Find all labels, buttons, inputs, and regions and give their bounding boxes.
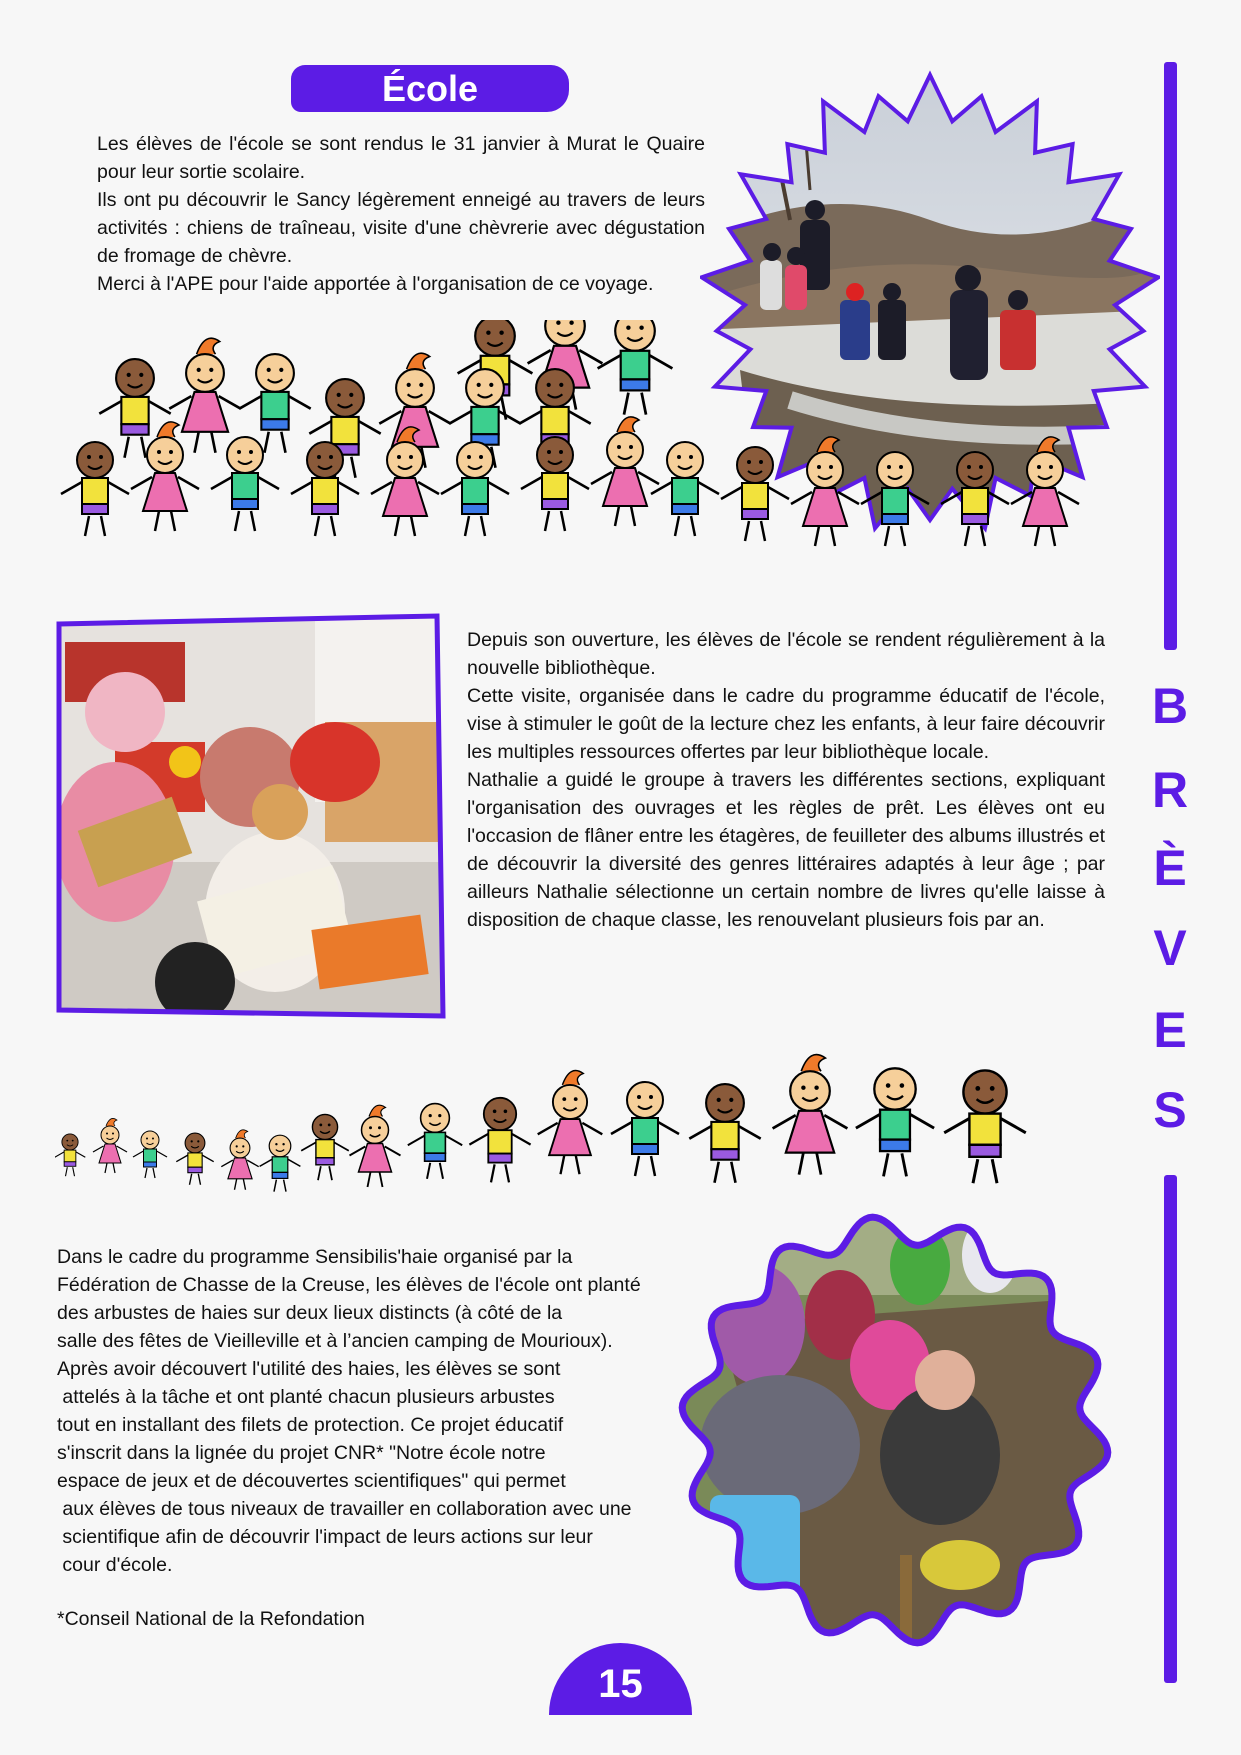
kid-figure xyxy=(944,1070,1026,1183)
kid-figure xyxy=(350,1105,401,1187)
kid-figure xyxy=(169,338,240,453)
text-line: Fédération de Chasse de la Creuse, les élèves de l'école ont planté xyxy=(57,1274,641,1296)
kid-figure xyxy=(521,437,589,531)
side-title-letter: È xyxy=(1153,840,1187,896)
kid-figure xyxy=(441,442,509,536)
side-title-letter: E xyxy=(1153,1002,1187,1058)
text-line: tout en installant des filets de protection. Ce projet éducatif xyxy=(57,1414,564,1436)
paragraph: Ils ont pu découvrir le Sancy légèrement enneigé au travers de leurs activités : chiens de traîneau, visite d'une chèvrerie avec dégustation de fromage de chèvre. xyxy=(97,189,705,267)
text-line: attelés à la tâche et ont planté chacun plusieurs arbustes xyxy=(57,1386,555,1408)
article-hedges xyxy=(57,1243,717,1579)
kid-figure xyxy=(133,1131,167,1178)
kid-figure xyxy=(211,437,279,531)
kid-figure xyxy=(176,1133,213,1185)
paragraph: Merci à l'APE pour l'aide apportée à l'organisation de ce voyage. xyxy=(97,273,654,295)
paragraph: Les élèves de l'école se sont rendus le 31 janvier à Murat le Quaire pour leur sortie scolaire. xyxy=(97,133,705,183)
section-title: École xyxy=(291,65,569,112)
side-bar-bottom xyxy=(1164,1175,1177,1683)
kid-figure xyxy=(291,442,359,536)
text-line: cour d'école. xyxy=(57,1554,173,1576)
paragraph: Depuis son ouverture, les élèves de l'école se rendent régulièrement à la nouvelle bibliothèque. xyxy=(467,629,1105,679)
kid-figure xyxy=(55,1134,85,1176)
kid-figure xyxy=(721,447,789,541)
text-line: aux élèves de tous niveaux de travailler en collaboration avec une xyxy=(57,1498,632,1520)
kids-garland-illustration xyxy=(55,320,1165,620)
kid-figure xyxy=(469,1098,530,1183)
kid-figure xyxy=(611,1082,679,1176)
kid-figure xyxy=(689,1084,760,1183)
kid-figure xyxy=(941,452,1009,546)
paragraph: Cette visite, organisée dans le cadre du programme éducatif de l'école, vise à stimuler le goût de la lecture chez les enfants, à leur faire découvrir les multiples ressources offertes par leur bibliothèque locale. xyxy=(467,685,1105,763)
kid-figure xyxy=(538,1071,603,1175)
side-title-letter: R xyxy=(1151,762,1189,818)
kid-figure xyxy=(856,1068,934,1176)
text-line: s'inscrit dans la lignée du projet CNR* "Notre école notre xyxy=(57,1442,546,1464)
kid-figure xyxy=(260,1135,301,1191)
kid-figure xyxy=(221,1130,258,1190)
side-bar-top xyxy=(1164,62,1177,650)
text-line: des arbustes de haies sur deux lieux distincts (à côté de la xyxy=(57,1302,563,1324)
side-title-letter: B xyxy=(1151,678,1189,734)
kid-figure xyxy=(93,1118,127,1173)
kid-figure xyxy=(651,442,719,536)
kid-figure xyxy=(301,1114,349,1180)
text-line: salle des fêtes de Vieilleville et à l’ancien camping de Mourioux). xyxy=(57,1330,613,1352)
text-line: espace de jeux et de découvertes scientifiques" qui permet xyxy=(57,1470,566,1492)
kid-figure xyxy=(408,1104,462,1179)
hedge-planting-photo xyxy=(660,1205,1130,1655)
kid-figure xyxy=(861,452,929,546)
kid-figure xyxy=(791,437,859,546)
kid-figure xyxy=(773,1055,848,1175)
article-library xyxy=(467,626,1105,934)
kid-figure xyxy=(1011,437,1079,546)
text-line: scientifique afin de découvrir l'impact de leurs actions sur leur xyxy=(57,1526,593,1548)
side-title-letter: V xyxy=(1153,920,1187,976)
side-title-letter: S xyxy=(1153,1082,1187,1138)
paragraph: Nathalie a guidé le groupe à travers les différentes sections, expliquant l'organisation des ouvrages et les règles de prêt. Les élèves ont eu l'occasion de flâner entre les étagères, de feuilleter des albums illustrés et de découvrir la diversité des genres littéraires adaptés à leur âge ; par ailleurs Nathalie sélectionne un certain nombre de livres qu'elle laisse à disposition de chaque classe, les renouvelant plusieurs fois par an. xyxy=(467,769,1105,931)
kids-garland-illustration xyxy=(55,1045,1075,1225)
text-line: Après avoir découvert l'utilité des haies, les élèves se sont xyxy=(57,1358,561,1380)
text-line: Dans le cadre du programme Sensibilis'haie organisé par la xyxy=(57,1246,573,1268)
kid-figure xyxy=(61,442,129,536)
library-photo xyxy=(55,612,447,1027)
footnote: *Conseil National de la Refondation xyxy=(57,1608,365,1630)
kid-figure xyxy=(598,320,673,415)
kid-figure xyxy=(591,417,659,526)
page-number: 15 xyxy=(549,1643,692,1715)
article-school-trip xyxy=(97,130,705,298)
